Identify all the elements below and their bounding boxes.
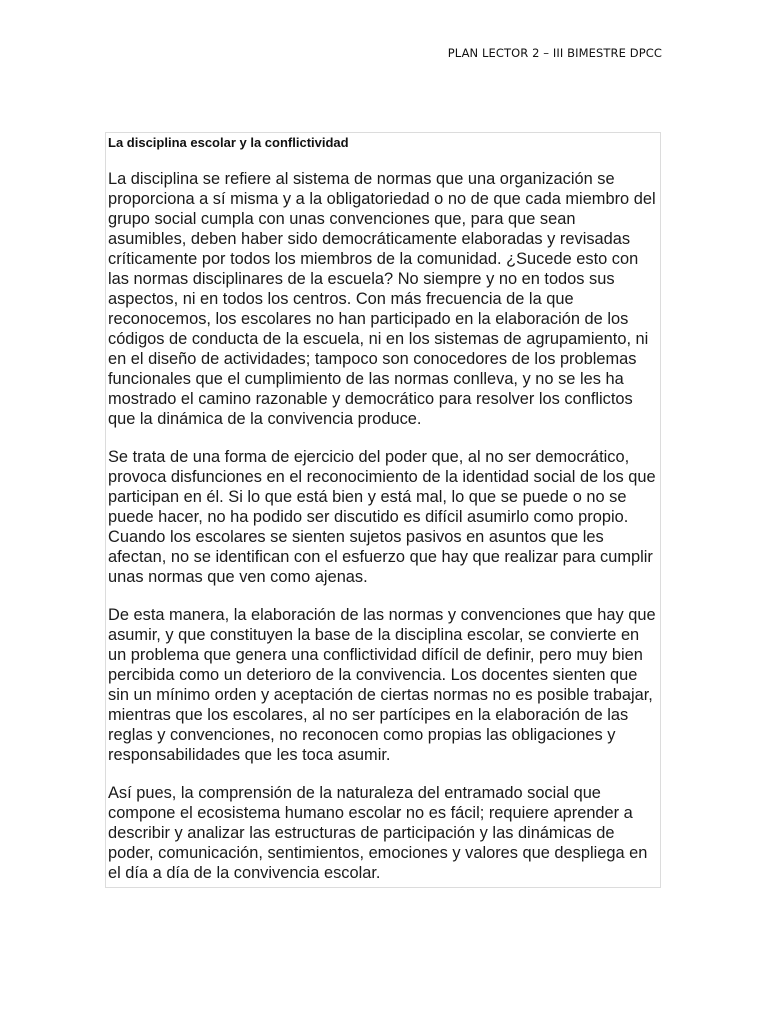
paragraph-4: Así pues, la comprensión de la naturaleza del entramado social que compone el ecosistema humano escolar no es fácil; requiere aprender a describir y analizar las estructuras de participación y las dinámicas de poder, comunicación, sentimientos, emociones y valores que despliega en el día a día de la convivencia escolar. (108, 784, 648, 882)
document-text-box (105, 132, 661, 888)
paragraph-3: De esta manera, la elaboración de las normas y convenciones que hay que asumir, y que constituyen la base de la disciplina escolar, se convierte en un problema que genera una conflictividad difícil de definir, pero muy bien percibida como un deterioro de la convivencia. Los docentes sienten que sin un mínimo orden y aceptación de ciertas normas no es posible trabajar, mientras que los escolares, al no ser partícipes en la elaboración de las reglas y convenciones, no reconocen como propias las obligaciones y responsabilidades que les toca asumir. (108, 606, 656, 764)
document-title: La disciplina escolar y la conflictividad (108, 135, 349, 150)
page-header: PLAN LECTOR 2 – III BIMESTRE DPCC (447, 46, 662, 60)
paragraph-2: Se trata de una forma de ejercicio del poder que, al no ser democrático, provoca disfunciones en el reconocimiento de la identidad social de los que participan en él. Si lo que está bien y está mal, lo que se puede o no se puede hacer, no ha podido ser discutido es difícil asumirlo como propio. Cuando los escolares se sienten sujetos pasivos en asuntos que les afectan, no se identifican con el esfuerzo que hay que realizar para cumplir unas normas que ven como ajenas. (108, 448, 656, 586)
paragraph-1: La disciplina se refiere al sistema de normas que una organización se proporciona a sí misma y a la obligatoriedad o no de que cada miembro del grupo social cumpla con unas convenciones que, para que sean asumibles, deben haber sido democráticamente elaboradas y revisadas críticamente por todos los miembros de la comunidad. ¿Sucede esto con las normas disciplinares de la escuela? No siempre y no en todos sus aspectos, ni en todos los centros. Con más frecuencia de la que reconocemos, los escolares no han participado en la elaboración de los códigos de conducta de la escuela, ni en los sistemas de agrupamiento, ni en el diseño de actividades; tampoco son conocedores de los problemas funcionales que el cumplimiento de las normas conlleva, y no se les ha mostrado el camino razonable y democrático para resolver los conflictos que la dinámica de la convivencia produce. (108, 170, 656, 428)
